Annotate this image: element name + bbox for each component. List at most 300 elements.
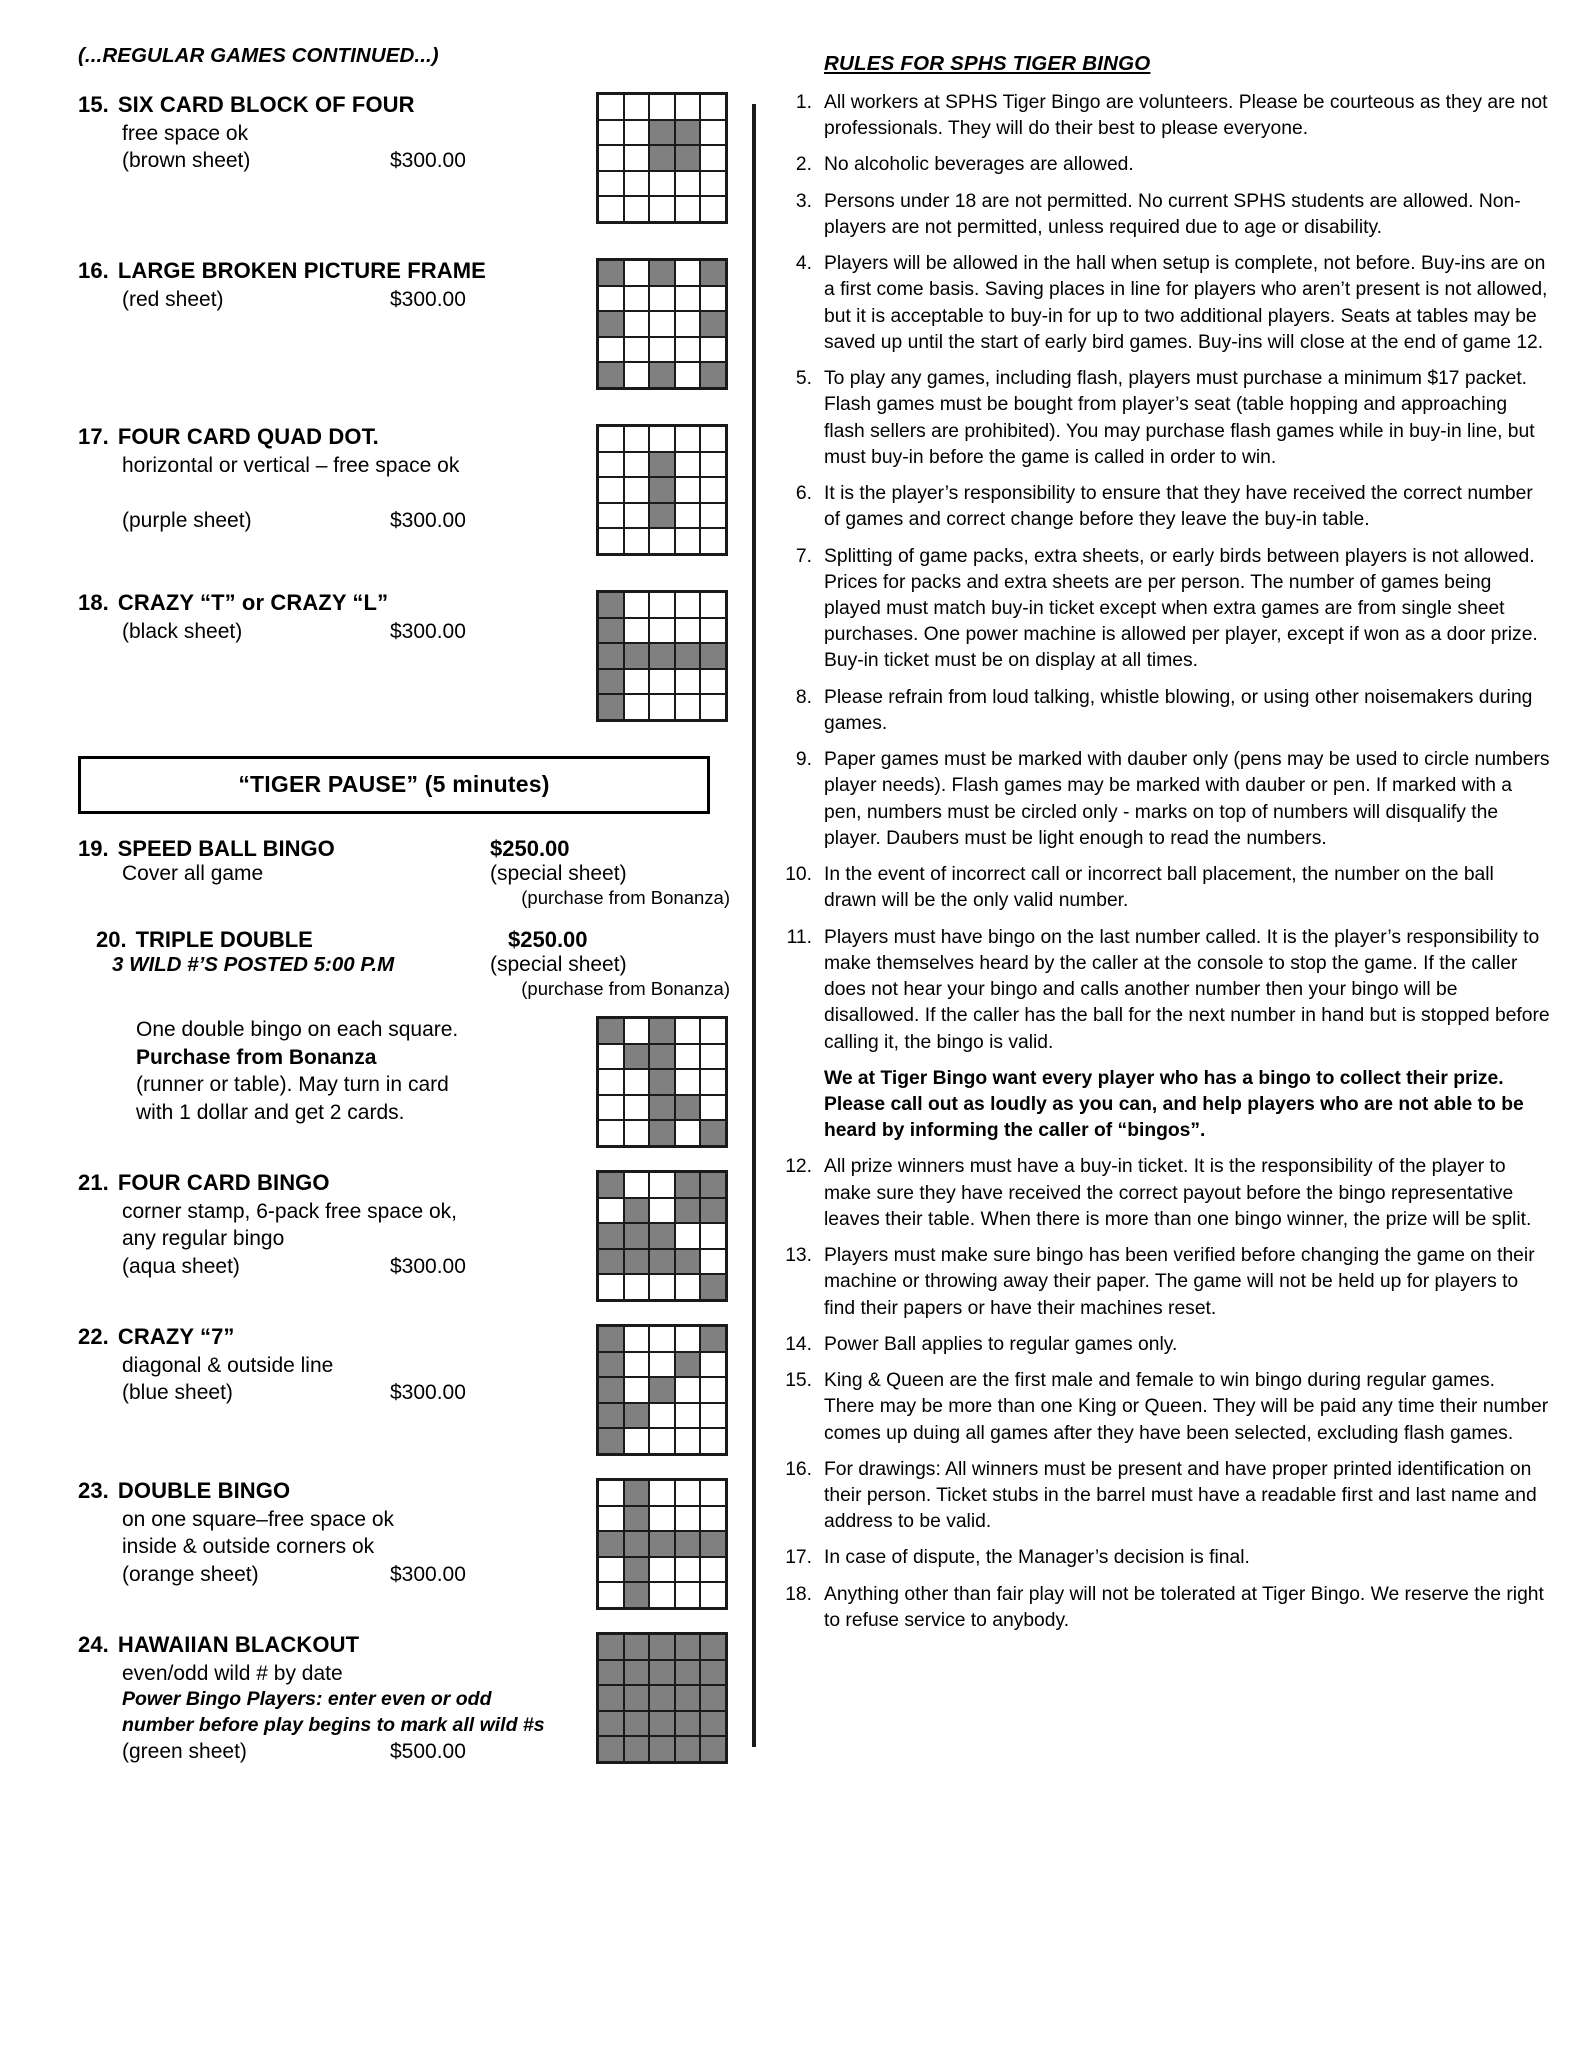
bingo-cell-empty [650,1481,674,1505]
bingo-cell-empty [701,287,725,311]
bingo-pattern-grid [596,1016,728,1148]
bingo-cell-marked [650,453,674,477]
bingo-cell-marked [599,1712,623,1736]
game-number: 18. [78,590,109,615]
bingo-cell-marked [701,1327,725,1351]
bingo-cell-empty [650,529,674,553]
bingo-cell-empty [599,1096,623,1120]
game-subtitle: Cover all game [122,862,264,885]
bingo-cell-marked [701,363,725,387]
rules-list [784,90,1550,1634]
bingo-cell-marked [599,1532,623,1556]
bingo-cell-empty [701,1378,725,1402]
bingo-cell-empty [701,1070,725,1094]
bingo-cell-empty [650,1199,674,1223]
game-grid-wrap [596,1324,738,1456]
game-entry [78,1632,738,1765]
continued-header: (...REGULAR GAMES CONTINUED...) [78,44,439,67]
bingo-cell-empty [650,1583,674,1607]
bingo-cell-empty [625,670,649,694]
game-number: 17. [78,424,109,449]
game-description-line: horizontal or vertical – free space ok [122,453,460,477]
game-grid-wrap [596,1632,738,1764]
bingo-cell-marked [625,1045,649,1069]
bingo-cell-marked [676,146,700,170]
game-description-line: on one square–free space ok [122,1507,395,1531]
game-amount: $250.00 [508,927,588,952]
rule-text: Anything other than fair play will not be tolerated at Tiger Bingo. We reserve the right to refuse service to anybody. [824,1583,1544,1631]
bingo-cell-marked [599,1429,623,1453]
bingo-cell-empty [650,670,674,694]
bingo-cell-empty [625,593,649,617]
bingo-cell-marked [599,363,623,387]
triple-double-detail [78,1016,738,1148]
bingo-cell-marked [650,1045,674,1069]
game-title-row [78,1478,586,1504]
bingo-cell-empty [625,312,649,336]
game-number: 15. [78,92,109,117]
rule-number: 2. [795,154,812,176]
bingo-cell-marked [599,1661,623,1685]
bingo-cell-marked [701,312,725,336]
game-title: FOUR CARD QUAD DOT. [117,424,379,449]
bingo-cell-empty [599,1121,623,1145]
bingo-cell-empty [650,1429,674,1453]
bingo-cell-marked [650,1070,674,1094]
rule-number: 17. [785,1547,812,1569]
bingo-cell-marked [650,1378,674,1402]
game-amount: $300.00 [390,287,466,311]
bingo-cell-empty [701,1507,725,1531]
game-number: 16. [78,258,109,283]
game-title: LARGE BROKEN PICTURE FRAME [117,258,486,283]
bingo-cell-marked [650,363,674,387]
rule-number: 14. [785,1333,812,1355]
game-emphasis-line: number before play begins to mark all wild #s [122,1713,545,1736]
game-text [78,1632,596,1765]
game-title-row [78,1324,586,1350]
bingo-cell-empty [599,478,623,502]
game-amount: $300.00 [390,619,466,643]
games-list-lower [78,1170,738,1765]
bingo-cell-marked [625,1507,649,1531]
bingo-cell-empty [625,1121,649,1145]
bingo-cell-empty [650,172,674,196]
bingo-cell-marked [599,1173,623,1197]
game-grid-wrap [596,424,738,556]
game-grid-wrap [596,590,738,722]
bingo-cell-empty [701,695,725,719]
game-description-line [78,479,586,506]
bingo-cell-empty [676,1558,700,1582]
bingo-cell-empty [625,172,649,196]
bingo-cell-empty [599,146,623,170]
game-description-line: corner stamp, 6-pack free space ok, [122,1199,457,1223]
bingo-cell-marked [701,1173,725,1197]
bingo-cell-marked [676,1532,700,1556]
bingo-cell-marked [701,1635,725,1659]
bingo-cell-empty [676,1019,700,1043]
rule-text: For drawings: All winners must be present and have proper printed identification on their person. Ticket stubs in the barrel must have a readable first and last name and address to be valid. [824,1458,1537,1533]
bingo-cell-empty [676,1045,700,1069]
game-text [78,1324,596,1407]
game-note: (purchase from Bonanza) [521,978,730,999]
bingo-cell-empty [625,287,649,311]
rule-text: All prize winners must have a buy-in ticket. It is the responsibility of the player to make sure they have received the correct payout before the bingo representative leaves their table. When there is more than one bingo winner, the prize will be split. [824,1156,1532,1230]
game-sheet-amount-row [78,1561,586,1588]
bingo-cell-empty [625,478,649,502]
rule-text: It is the player’s responsibility to ensure that they have received the correct number of games and correct change before they leave the buy-in table. [824,483,1533,531]
bingo-cell-marked [625,1404,649,1428]
bingo-cell-empty [701,1019,725,1043]
game-grid-wrap [596,1170,738,1302]
game-title: CRAZY “T” or CRAZY “L” [117,590,389,615]
bingo-cell-empty [701,197,725,221]
bingo-cell-empty [650,1353,674,1377]
rule-text: To play any games, including flash, players must purchase a minimum $17 packet. Flash games must be bought from player’s seat (table hopping and approaching flash sellers are prohibited). You may purchase flash games while in buy-in line, but must buy-in before the game is called in order to win. [824,368,1535,468]
bingo-cell-empty [701,1429,725,1453]
bingo-cell-empty [625,121,649,145]
bingo-cell-empty [599,529,623,553]
bingo-cell-marked [599,644,623,668]
bingo-cell-empty [625,261,649,285]
rule-number: 6. [795,483,812,505]
bingo-cell-empty [625,338,649,362]
bingo-cell-marked [650,1250,674,1274]
rule-number: 3. [795,190,812,212]
bingo-cell-empty [701,1481,725,1505]
game-sheet-amount-row [78,147,586,174]
game-title: DOUBLE BINGO [117,1478,291,1503]
game-entry [78,1170,738,1302]
bingo-cell-marked [701,1712,725,1736]
bingo-cell-empty [650,1275,674,1299]
bingo-cell-marked [650,1096,674,1120]
game-description-line: inside & outside corners ok [122,1535,375,1559]
bingo-cell-empty [599,1481,623,1505]
bingo-cell-empty [625,1429,649,1453]
rule-number: 5. [795,368,812,390]
bingo-cell-marked [650,1712,674,1736]
game-sheet: (black sheet) [122,619,243,643]
bingo-pattern-grid [596,424,728,556]
bingo-cell-marked [676,1737,700,1761]
bingo-cell-marked [599,1224,623,1248]
bingo-cell-empty [701,529,725,553]
game-sheet: (green sheet) [122,1739,247,1763]
bingo-cell-marked [625,1199,649,1223]
bingo-cell-marked [650,1686,674,1710]
rule-item [784,366,1550,471]
bingo-cell-empty [676,1583,700,1607]
bingo-cell-marked [701,1532,725,1556]
bingo-cell-empty [676,1275,700,1299]
bingo-cell-empty [701,172,725,196]
bingo-cell-marked [676,644,700,668]
rule-text: Players must make sure bingo has been verified before changing the game on their machine or throwing away their paper. The game will not be held up for players to find their papers or have their machines reset. [824,1245,1535,1319]
bingo-cell-marked [599,670,623,694]
game-sheet: (special sheet) [490,862,627,885]
game-title: TRIPLE DOUBLE [135,927,313,952]
game-title: FOUR CARD BINGO [117,1170,330,1195]
bingo-cell-empty [625,1378,649,1402]
game-grid-wrap [596,92,738,224]
game-sheet: (red sheet) [122,287,224,311]
game-title-row [78,1632,586,1658]
bingo-cell-marked [599,312,623,336]
game-sheet: (purple sheet) [122,508,252,532]
bingo-cell-empty [650,1507,674,1531]
rule-item [784,251,1550,356]
bingo-cell-empty [701,338,725,362]
rule-item [784,189,1550,241]
bingo-cell-empty [701,427,725,451]
bingo-cell-empty [676,338,700,362]
bingo-cell-marked [650,504,674,528]
bingo-cell-marked [599,1378,623,1402]
rules-title: RULES FOR SPHS TIGER BINGO [824,52,1151,75]
game-title-row [78,590,586,616]
game-number: 21. [78,1170,109,1195]
game-amount: $300.00 [390,1254,466,1278]
bingo-cell-empty [599,1583,623,1607]
bingo-cell-marked [599,1635,623,1659]
game-subtitle: 3 WILD #’S POSTED 5:00 P.M [112,953,395,976]
bingo-cell-empty [676,363,700,387]
rule-text: Players will be allowed in the hall when setup is complete, not before. Buy-ins are on a first come basis. Saving places in line for players who aren’t present is not allowed, but it is acceptable to buy-in for up to two additional players. Seats at tables may be saved up until the start of early bird games. Buy-ins will close at the end of game 12. [824,253,1548,353]
bingo-pattern-grid [596,1324,728,1456]
bingo-cell-empty [676,1378,700,1402]
bingo-cell-marked [676,1173,700,1197]
rule-text: Power Ball applies to regular games only. [824,1333,1178,1355]
game-sheet-amount-row [78,618,586,645]
bingo-cell-empty [701,670,725,694]
game-title: CRAZY “7” [117,1324,235,1349]
bingo-cell-empty [676,453,700,477]
rule-text: In case of dispute, the Manager’s decision is final. [824,1547,1250,1569]
rule-item [784,481,1550,533]
bingo-cell-empty [625,1096,649,1120]
rule-text: We at Tiger Bingo want every player who has a bingo to collect their prize. Please call out as loudly as you can, and help players who are not able to be heard by informing the caller of “bingos”. [824,1067,1524,1142]
bingo-cell-empty [676,1507,700,1531]
bingo-cell-marked [650,1224,674,1248]
bingo-cell-empty [701,1096,725,1120]
rule-number: 16. [785,1458,812,1480]
bingo-cell-empty [701,1353,725,1377]
bingo-cell-marked [599,1353,623,1377]
rule-number: 13. [785,1245,812,1267]
two-column-layout [78,44,1550,1787]
tiger-pause-banner: “TIGER PAUSE” (5 minutes) [78,756,710,814]
game-text [78,590,596,645]
game-grid-wrap [596,1478,738,1610]
bingo-cell-empty [701,1583,725,1607]
bingo-cell-empty [599,1275,623,1299]
bingo-cell-empty [625,453,649,477]
bingo-cell-empty [650,695,674,719]
rule-item [784,1457,1550,1536]
bingo-cell-marked [650,644,674,668]
rule-item [784,1332,1550,1358]
bingo-cell-empty [701,1224,725,1248]
bingo-cell-empty [676,1404,700,1428]
rule-number: 1. [795,92,812,113]
game-amount: $300.00 [390,508,466,532]
bingo-cell-marked [650,1737,674,1761]
bingo-cell-empty [625,1019,649,1043]
rules-column [778,44,1550,1644]
bingo-cell-empty [625,146,649,170]
rule-number: 10. [785,864,812,886]
bingo-cell-empty [599,453,623,477]
game-title: SPEED BALL BINGO [117,836,335,861]
bingo-cell-empty [650,1404,674,1428]
game-title-row [78,424,586,450]
bingo-cell-empty [599,1045,623,1069]
bingo-cell-marked [599,1327,623,1351]
game-number: 19. [78,836,109,861]
game-number: 20. [96,927,127,952]
game-emphasis-line: Power Bingo Players: enter even or odd [122,1688,492,1711]
bingo-cell-empty [625,1275,649,1299]
bingo-cell-marked [625,1737,649,1761]
bingo-cell-empty [625,529,649,553]
rule-number: 12. [785,1156,812,1178]
bingo-cell-marked [701,261,725,285]
bingo-cell-empty [676,1224,700,1248]
bingo-cell-empty [676,287,700,311]
bingo-cell-marked [650,1661,674,1685]
game-text [78,258,596,313]
game-title-row [78,258,586,284]
bingo-pattern-grid [596,1632,728,1764]
game-title: SIX CARD BLOCK OF FOUR [117,92,415,117]
rule-text: King & Queen are the first male and female to win bingo during regular games. There may be more than one King or Queen. They will be paid any time their number comes up duing all games after they have been selected, excluding flash games. [824,1370,1549,1444]
bingo-cell-empty [701,619,725,643]
bingo-cell-empty [650,619,674,643]
game-amount: $300.00 [390,1562,466,1586]
bingo-cell-marked [701,1737,725,1761]
game-entry [78,1478,738,1610]
rule-item [784,152,1550,178]
bingo-cell-empty [625,95,649,119]
bingo-cell-marked [650,146,674,170]
game-amount: $300.00 [390,1381,466,1405]
bingo-cell-marked [650,1019,674,1043]
bingo-cell-marked [625,1224,649,1248]
bingo-cell-marked [625,1558,649,1582]
bingo-cell-empty [701,95,725,119]
bingo-cell-empty [676,95,700,119]
game-sheet-amount-row [78,1253,586,1280]
bingo-cell-empty [676,312,700,336]
bingo-cell-empty [701,1404,725,1428]
bingo-cell-empty [676,1327,700,1351]
bingo-cell-empty [650,312,674,336]
rule-item [784,1066,1550,1145]
bingo-cell-empty [599,172,623,196]
bingo-cell-empty [701,121,725,145]
bingo-cell-marked [599,1250,623,1274]
bingo-cell-marked [676,1686,700,1710]
rule-number: 11. [786,926,812,948]
bingo-cell-marked [650,121,674,145]
game-entry [78,424,738,556]
rule-text: In the event of incorrect call or incorrect ball placement, the number on the ball drawn will be the only valid number. [824,864,1494,912]
bingo-cell-empty [701,504,725,528]
bingo-cell-empty [701,478,725,502]
bingo-cell-marked [676,1635,700,1659]
game-amount: $250.00 [490,836,570,861]
game-amount: $300.00 [390,149,466,173]
game-title-row [78,92,586,118]
game-number: 22. [78,1324,109,1349]
bingo-cell-empty [599,121,623,145]
bingo-cell-marked [599,593,623,617]
bingo-cell-marked [650,1635,674,1659]
game-title-row [78,1170,586,1196]
bingo-pattern-grid [596,1170,728,1302]
bingo-pattern-grid [596,590,728,722]
bingo-cell-empty [599,95,623,119]
bingo-cell-empty [676,695,700,719]
game-description-line: free space ok [122,121,249,145]
column-divider [752,104,756,1747]
game-sheet: (special sheet) [490,953,627,976]
bingo-cell-empty [625,197,649,221]
rule-number: 4. [795,253,812,275]
bingo-cell-empty [650,427,674,451]
bingo-cell-empty [599,338,623,362]
bingo-cell-empty [599,1507,623,1531]
rule-item [784,1545,1550,1571]
game-text [78,92,596,175]
game-text [78,1170,596,1280]
bingo-cell-empty [625,1327,649,1351]
game-speed-ball [78,836,738,909]
game-text [78,1478,596,1588]
game-entry [78,92,738,224]
bingo-cell-empty [676,478,700,502]
bingo-cell-marked [701,1275,725,1299]
bingo-cell-empty [625,504,649,528]
bingo-cell-empty [701,1558,725,1582]
game-description-line: diagonal & outside line [122,1353,334,1377]
rule-item [784,1582,1550,1634]
rule-number: 8. [795,686,812,708]
game-note: (purchase from Bonanza) [521,887,730,908]
bingo-cell-empty [599,504,623,528]
triple-double-body [78,1016,586,1127]
bingo-cell-marked [676,1096,700,1120]
bingo-cell-marked [676,121,700,145]
game-text [78,424,596,534]
rule-item [784,90,1550,142]
game-entry [78,1324,738,1456]
game-entry [78,590,738,722]
game-sheet-amount-row [78,1379,586,1406]
bingo-cell-marked [701,1121,725,1145]
bingo-cell-empty [625,695,649,719]
bingo-cell-empty [599,287,623,311]
rule-text: No alcoholic beverages are allowed. [824,154,1134,176]
bingo-cell-marked [676,1353,700,1377]
bingo-cell-marked [625,1481,649,1505]
bingo-cell-empty [676,529,700,553]
bingo-cell-empty [676,1429,700,1453]
bingo-cell-marked [599,695,623,719]
bingo-cell-marked [701,1199,725,1223]
